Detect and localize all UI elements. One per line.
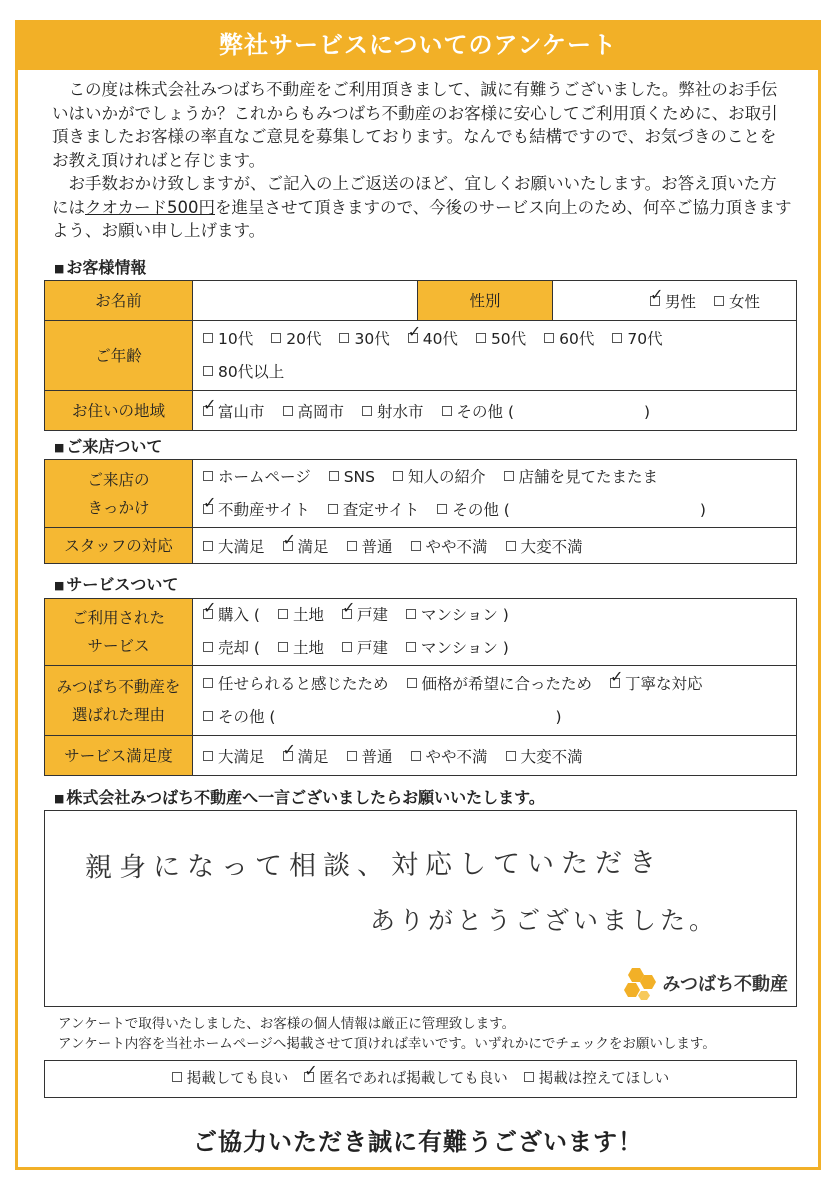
area-option[interactable] [442,400,514,422]
option-label: 女性 [728,292,760,311]
privacy-note-line-1: アンケートで取得いたしました、お客様の個人情報は厳正に管理致します。 [58,1016,516,1032]
visit-reason-option[interactable] [437,494,509,527]
option-label: 価格が希望に合ったため [421,674,593,693]
option-label: マンション ) [421,606,509,624]
name-field[interactable] [193,281,418,321]
visit-reason-option[interactable] [393,461,486,494]
consent-option[interactable] [304,1061,508,1097]
name-label: お名前 [45,281,193,321]
consent-option[interactable] [524,1061,670,1097]
checkbox[interactable] [203,406,213,416]
staff-option[interactable] [203,535,265,557]
visit-table [44,459,797,564]
intro-text-b: を進呈させて頂きますので、今後のサービス向上のため、何卒ご協力頂きますよう、お願い申し上げます。 [52,197,792,240]
checkbox[interactable] [203,751,213,761]
checkbox[interactable] [408,333,418,343]
checkbox[interactable] [714,296,724,306]
staff-options [193,528,797,564]
option-label: 丁寧な対応 [625,674,703,693]
label-line: ご利用された [71,609,165,627]
age-option[interactable] [203,356,284,389]
checkbox[interactable] [650,296,660,306]
intro-paragraph-2 [52,172,792,243]
sell-option[interactable] [203,632,260,665]
visit-reason-option[interactable] [504,461,659,494]
satisfaction-option[interactable] [347,745,393,767]
area-option[interactable] [203,400,265,422]
quo-card-highlight: クオカード500円 [85,197,215,217]
age-label: ご年齢 [45,321,193,391]
checkbox[interactable] [203,471,213,481]
reason-option[interactable] [407,668,593,701]
age-option[interactable] [476,323,526,356]
buy-option[interactable] [203,599,260,632]
checkbox[interactable] [328,504,338,514]
area-option[interactable] [362,400,424,422]
checkbox[interactable] [407,678,417,688]
option-label: 60代 [559,329,595,348]
used-service-options [193,599,797,666]
option-label: 富山市 [218,402,265,421]
staff-option[interactable] [411,535,488,557]
checkbox[interactable] [203,504,213,514]
section-visit: ■ ご来店ついて [54,434,162,457]
satisfaction-option[interactable] [411,745,488,767]
thanks-message: ご協力いただき誠に有難うございます！ [193,1128,643,1156]
logo-text: みつばち不動産 [662,974,788,995]
option-label: マンション ) [421,639,509,657]
option-label: その他 ( [456,402,515,421]
reason-other-close: ) [555,707,562,726]
handwritten-comment-line-2: ありがとうございました。 [370,906,719,935]
option-label: 売却 ( [218,639,260,657]
age-option[interactable] [203,323,253,356]
label-line: サービス [87,637,150,655]
checkbox[interactable] [504,471,514,481]
option-label: 普通 [361,747,393,766]
option-label: 戸建 [357,639,389,657]
used-service-label [45,599,193,666]
visit-reason-label [45,460,193,528]
checkbox[interactable] [278,609,288,619]
option-label: 査定サイト [342,500,420,519]
reason-chosen-label [45,666,193,736]
age-option[interactable] [271,323,321,356]
checkbox[interactable] [411,751,421,761]
option-label: やや不満 [425,747,488,766]
intro-paragraph-1: この度は株式会社みつばち不動産をご利用頂きまして、誠に有難うございました。弊社のお手伝いはいかがでしょうか？これからもみつばち不動産のお客様に安心してご利用頂くために、お取引頂きましたお客様の率直なご意見を募集しております。なんでも結構ですので、お気づきのことをお教え頂ければと存じます。 [52,80,778,170]
age-option[interactable] [612,323,662,356]
satisfaction-option[interactable] [203,745,265,767]
reason-option[interactable] [610,668,703,701]
checkbox[interactable] [283,541,293,551]
checkbox[interactable] [544,333,554,343]
gender-option[interactable] [714,290,760,312]
option-label: 10代 [218,329,254,348]
buy-sub-option[interactable] [278,599,324,632]
visit-reason-option[interactable] [328,494,419,527]
gender-option[interactable] [650,290,696,312]
option-label: 購入 ( [218,606,260,624]
gender-options [553,281,797,321]
checkbox[interactable] [339,333,349,343]
option-label: 大満足 [218,747,265,766]
checkbox[interactable] [203,366,213,376]
checkbox[interactable] [347,751,357,761]
checkbox[interactable] [610,678,620,688]
staff-option[interactable] [283,535,329,557]
visit-other-close: ) [699,500,706,519]
checkbox[interactable] [304,1072,314,1082]
checkbox[interactable] [342,642,352,652]
option-label: 戸建 [357,606,389,624]
checkbox[interactable] [271,333,281,343]
area-label: お住いの地域 [45,391,193,431]
buy-sub-option[interactable] [342,599,388,632]
option-label: ホームページ [218,467,311,486]
intro-text [52,78,792,243]
section-customer-info: ■ お客様情報 [54,255,146,278]
buy-sub-option[interactable] [406,599,509,632]
staff-option[interactable] [347,535,393,557]
area-options [193,391,797,431]
checkbox[interactable] [203,678,213,688]
option-label: 土地 [292,606,324,624]
reason-option[interactable] [203,701,275,734]
gender-label: 性別 [418,281,553,321]
satisfaction-option[interactable] [506,745,583,767]
checkbox[interactable] [278,642,288,652]
option-label: 掲載は控えてほしい [538,1071,670,1087]
satisfaction-options [193,736,797,776]
age-option[interactable] [544,323,594,356]
reason-option[interactable] [203,668,389,701]
checkbox[interactable] [476,333,486,343]
age-options [193,321,797,391]
checkbox[interactable] [406,609,416,619]
comment-box[interactable] [44,810,797,1007]
checkbox[interactable] [203,711,213,721]
label-line: みつばち不動産を [56,677,181,696]
option-label: 満足 [297,747,329,766]
publication-consent [44,1060,797,1098]
option-label: 70代 [627,329,663,348]
option-label: 普通 [361,537,393,556]
option-label: 射水市 [377,402,424,421]
customer-info-table [44,280,797,431]
staff-option[interactable] [506,535,583,557]
option-label: 高岡市 [297,402,345,421]
checkbox[interactable] [347,541,357,551]
checkbox[interactable] [437,504,447,514]
age-option[interactable] [339,323,389,356]
satisfaction-option[interactable] [283,745,329,767]
option-label: 30代 [354,329,390,348]
intro-text-a: お手数おかけ致しますが、ご記入の上ご返送のほど、宜しくお願いいたします。お答え頂いた方には [52,174,777,217]
label-line: ご来店の [87,470,150,489]
option-label: 匿名であれば掲載しても良い [319,1071,508,1087]
option-label: 男性 [664,292,696,311]
checkbox[interactable] [172,1072,182,1082]
option-label: その他 ( [218,707,276,726]
visit-reason-option[interactable] [329,461,375,494]
section-service: ■ サービスついて [54,572,178,595]
consent-option[interactable] [172,1061,289,1097]
option-label: 不動産サイト [218,500,310,519]
survey-title: 弊社サービスについてのアンケート [15,20,821,70]
section-comment: ■ 株式会社みつばち不動産へ一言ございましたらお願いいたします。 [54,785,545,808]
checkbox[interactable] [342,609,352,619]
option-label: 20代 [286,329,322,348]
option-label: 80代以上 [218,362,285,381]
checkbox[interactable] [411,541,421,551]
option-label: 土地 [292,639,324,657]
sell-sub-option[interactable] [342,632,388,665]
option-label: 50代 [490,329,527,348]
checkbox[interactable] [203,609,213,619]
checkbox[interactable] [283,406,293,416]
label-line: きっかけ [87,498,150,517]
staff-label: スタッフの対応 [45,528,193,564]
handwritten-comment-line-1: 親身になって相談、対応していただき [84,847,664,884]
checkbox[interactable] [524,1072,534,1082]
company-logo [619,966,788,1000]
area-other-close: ) [644,402,651,421]
honeycomb-icon [619,966,657,1000]
checkbox[interactable] [362,406,372,416]
option-label: その他 ( [452,500,510,519]
sell-sub-option[interactable] [406,632,509,665]
option-label: 店舗を見てたまたま [518,467,659,486]
checkbox[interactable] [506,541,516,551]
visit-reason-option[interactable] [203,461,311,494]
checkbox[interactable] [612,333,622,343]
label-line: 選ばれた理由 [71,705,165,724]
checkbox[interactable] [442,406,452,416]
privacy-note-line-2: アンケート内容を当社ホームページへ掲載させて頂ければ幸いです。いずれかにでチェックをお願いします。 [58,1036,716,1052]
option-label: 40代 [422,329,458,348]
privacy-note [58,1014,818,1054]
satisfaction-label: サービス満足度 [45,736,193,776]
checkbox[interactable] [203,642,213,652]
checkbox[interactable] [393,471,403,481]
checkbox[interactable] [203,333,213,343]
visit-reason-options [193,460,797,528]
option-label: 満足 [297,537,329,556]
area-option[interactable] [283,400,345,422]
option-label: やや不満 [425,537,488,556]
visit-reason-option[interactable] [203,494,310,527]
age-option[interactable] [408,323,458,356]
option-label: 任せられると感じたため [218,674,389,693]
option-label: 知人の紹介 [407,467,486,486]
checkbox[interactable] [283,751,293,761]
checkbox[interactable] [329,471,339,481]
reason-chosen-options [193,666,797,736]
checkbox[interactable] [506,751,516,761]
option-label: 大満足 [218,537,265,556]
service-table [44,598,797,776]
sell-sub-option[interactable] [278,632,324,665]
option-label: 掲載しても良い [186,1071,289,1087]
option-label: 大変不満 [520,537,583,556]
option-label: 大変不満 [520,747,583,766]
checkbox[interactable] [203,541,213,551]
option-label: SNS [343,467,375,486]
checkbox[interactable] [406,642,416,652]
